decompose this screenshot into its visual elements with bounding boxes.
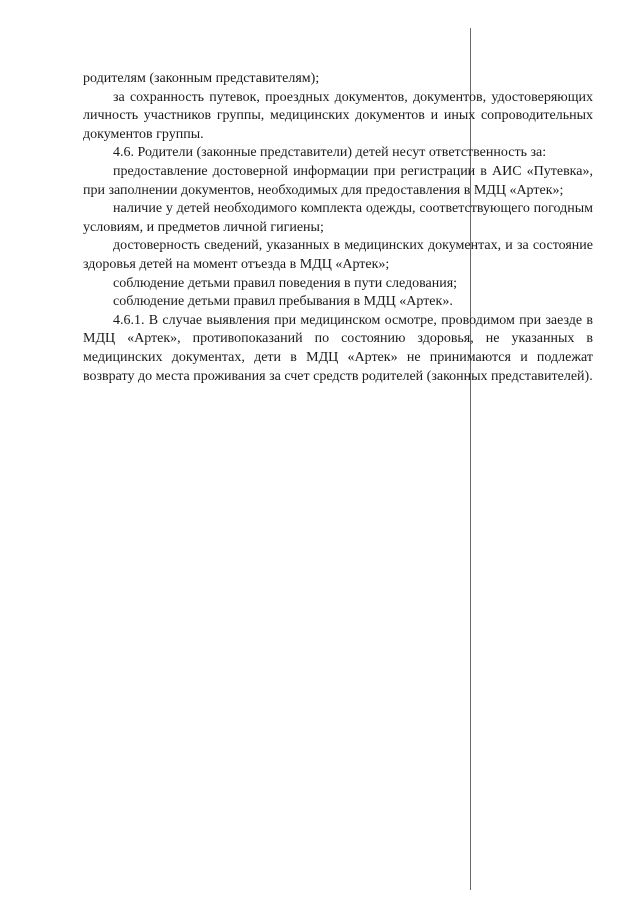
paragraph-medical-data: достоверность сведений, указанных в медицинских документах, и за состояние здоровья детей на момент отъезда в МДЦ «Артек»; — [83, 238, 593, 272]
paragraph-section-4-6: 4.6. Родители (законные представители) детей несут ответственность за: — [113, 145, 547, 161]
paragraph-clothing: наличие у детей необходимого комплекта одежды, соответствующего погодным условиям, и предметов личной гигиены; — [83, 201, 593, 235]
document-text — [83, 70, 593, 386]
paragraph-section-4-6-1: 4.6.1. В случае выявления при медицинском осмотре, проводимом при заезде в МДЦ «Артек», противопоказаний по состоянию здоровья, не указанных в медицинских документах, дети в МДЦ «Артек» не принимаются и подлежат возврату до места проживания за счет средств родителей (законных представителей). — [83, 312, 593, 384]
paragraph-documents-safety: за сохранность путевок, проездных документов, документов, удостоверяющих личность участников группы, медицинских документов и иных сопроводительных документов группы. — [83, 89, 593, 142]
paragraph-continuation: родителям (законным представителям); — [83, 71, 320, 86]
paragraph-travel-rules: соблюдение детьми правил поведения в пути следования; — [113, 275, 458, 291]
paragraph-stay-rules: соблюдение детьми правил пребывания в МДЦ «Артек». — [113, 294, 453, 310]
paragraph-info-accuracy: предоставление достоверной информации при регистрации в АИС «Путевка», при заполнении документов, необходимых для предоставления в МДЦ «Артек»; — [83, 163, 593, 198]
